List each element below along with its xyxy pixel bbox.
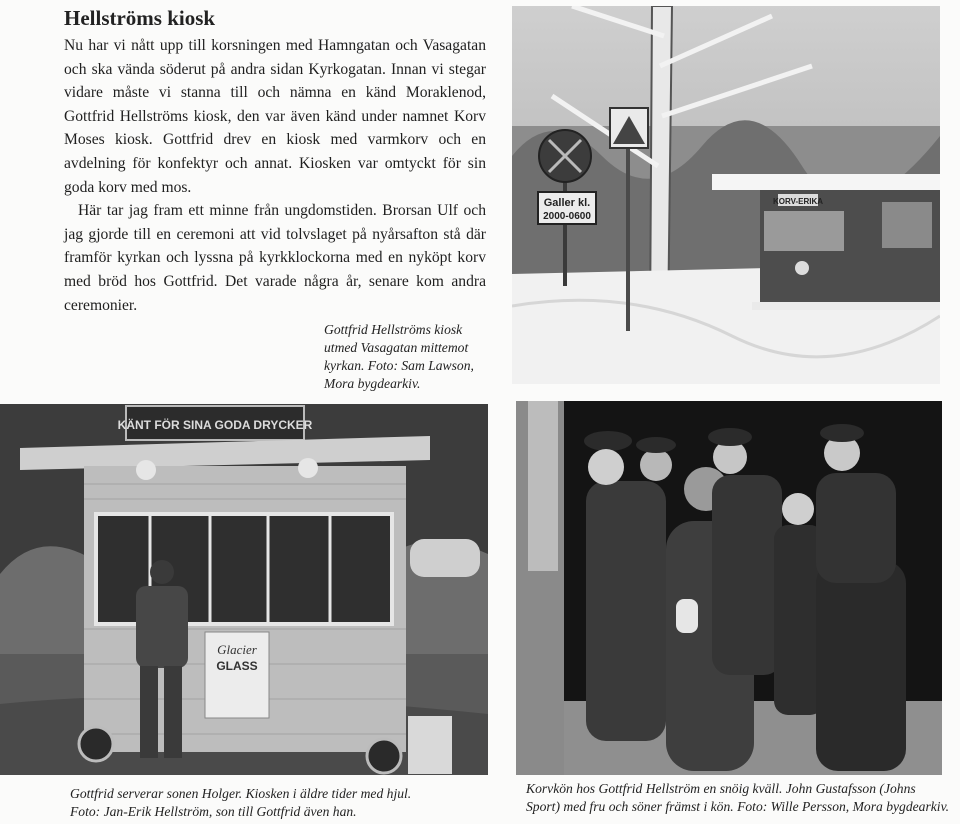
photo-winter-kiosk: [512, 6, 940, 384]
article-heading: Hellströms kiosk: [64, 6, 216, 30]
photo-queue: [516, 401, 942, 775]
poster-brand: Glacier: [217, 642, 257, 657]
sign-hours-label: Galler kl.: [543, 197, 591, 209]
roof-sign: KÄNT FÖR SINA GODA DRYCKER: [117, 418, 313, 432]
caption-kiosk-wheels: Gottfrid serverar sonen Holger. Kiosken i äldre tider med hjul. Foto: Jan-Erik Hellström, son till Gottfrid även han.: [70, 786, 412, 819]
article-body: [64, 34, 486, 317]
article-paragraph: Här tar jag fram ett minne från ungdomstiden. Brorsan Ulf och jag gjorde till en ceremoni att vid tolvslaget på nyårsafton stå där framför kyrkan och lyssna på kyrkklockorna med en nyköpt korv med bröd hos Gottfrid. Det varade några år, senare kom andra ceremonier.: [64, 202, 486, 314]
kiosk-sign: KORV-ERIKA: [772, 197, 824, 206]
poster-product: GLASS: [216, 659, 258, 673]
caption-winter-kiosk: Gottfrid Hellströms kiosk utmed Vasagatan mittemot kyrkan. Foto: Sam Lawson, Mora bygdearkiv.: [324, 322, 474, 391]
sign-hours-time: 2000-0600: [543, 211, 591, 222]
caption-queue: Korvkön hos Gottfrid Hellström en snöig kväll. John Gustafsson (Johns Sport) med fru och söner främst i kön. Foto: Wille Persson, Mora bygdearkiv.: [526, 781, 949, 814]
photo-kiosk-wheels: [0, 404, 488, 775]
article-paragraph: Nu har vi nått upp till korsningen med Hamngatan och Vasagatan och ska vända söderut på andra sidan Kyrkogatan. Innan vi stegar vidare måste vi stanna till och nämna en känd Moraklenod, Gottfrid Hellströms kiosk, den var även känd under namnet Korv Moses kiosk. Gottfrid drev en kiosk med varmkorv och en avdelning för konfektyr och annat. Kiosken var omtyckt för sin goda korv med mos.: [64, 37, 486, 196]
